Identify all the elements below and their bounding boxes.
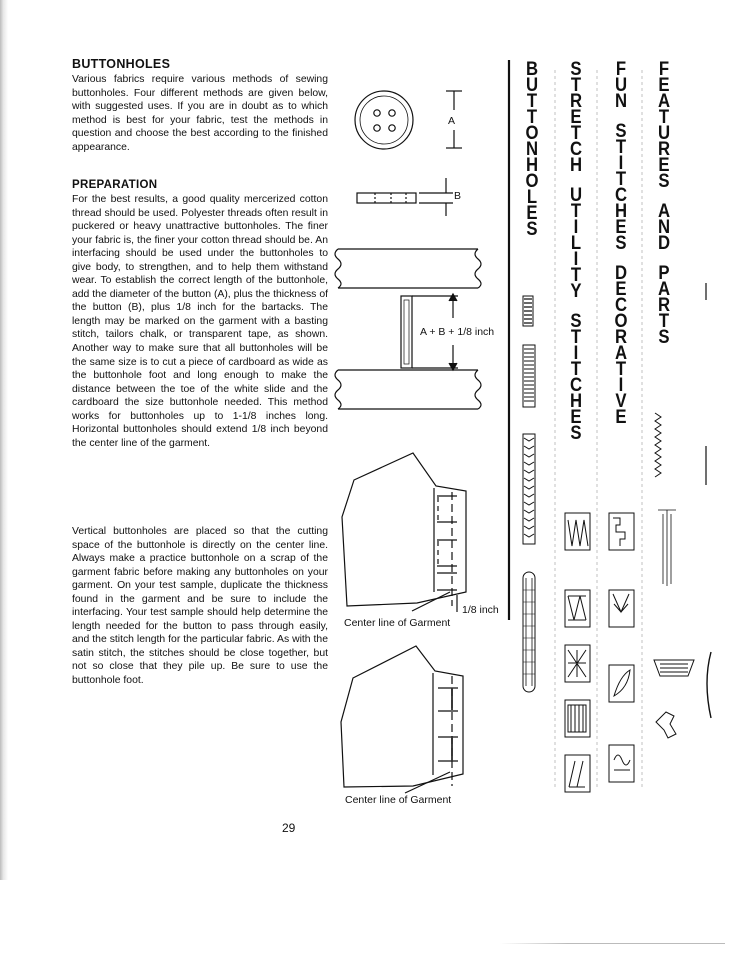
tab-letter: R [657,295,671,316]
preparation-heading: PREPARATION [72,179,158,191]
page-number: 29 [282,821,296,835]
tab-letter: I [573,217,579,238]
tab-letter: N [525,139,539,160]
tab-letter: T [658,311,670,332]
tab-letter: O [525,171,539,192]
tab-word [610,121,632,254]
tab-letter: A [657,279,671,300]
tab-letter: T [526,91,538,112]
tab-letter: E [570,407,582,428]
tab-letter: T [570,327,582,348]
tab-letter: T [658,107,670,128]
tab-letter: L [570,233,582,254]
tab-letter: T [615,169,627,190]
tab-letter: O [525,123,539,144]
tab-letter: I [573,249,579,270]
tab-letter: E [526,203,538,224]
tab-letter: F [658,59,670,80]
tab-letter: C [614,295,628,316]
tab-letter: H [614,201,628,222]
tab-letter: U [525,75,539,96]
tab-letter: C [614,185,628,206]
tab-letter: Y [570,281,582,302]
tab-letter: T [570,201,582,222]
tab-letter: U [657,123,671,144]
tab-buttonholes [521,59,543,240]
intro-paragraph: Various fabrics require various methods of sewing buttonholes. Four different methods are given below, with suggested uses. If you are in doubt as to which method is best for your fabric, test the methods in question and choose the best according to the finished appearance. [72,74,328,153]
tab-letter: S [658,171,670,192]
garment-diagram-2 [341,646,463,793]
vertical-buttonhole-paragraph: Vertical buttonholes are placed so that the cutting space of the buttonhole is directly on the center line. Always make a practice buttonhole on a scrap of the garment fabric before making any buttonholes on your garment. On your test sample, duplicate the thickness found in the garment and be sure to include the interfacing. Your test sample should help determine the length needed for the button to pass through easily, and the stitch length for the particular fabric. As with the satin stitch, the stitches should be close together, but not so close that they pile up. Be sure to use the buttonhole foot. [72,526,328,687]
thickness-label-b: B [454,190,462,202]
feature-samples [654,413,694,738]
tab-letter: S [570,59,582,80]
tab-letter: T [615,359,627,380]
tab-word [610,263,632,428]
tab-letter: S [615,233,627,254]
tab-letter: A [614,343,628,364]
tab-letter: T [526,107,538,128]
tab-letter: N [614,91,628,112]
tab-letter: B [525,59,539,80]
tab-letter: H [569,391,583,412]
tab-letter: I [573,343,579,364]
tab-letter: I [618,153,624,174]
tab-letter: S [658,327,670,348]
tab-features-and-parts [653,59,675,348]
garment-diagram-1 [342,453,466,612]
tab-letter: O [614,311,628,332]
tab-letter: E [570,107,582,128]
tab-letter: C [569,375,583,396]
tab-letter: I [618,375,624,396]
tab-letter: E [615,217,627,238]
tab-letter: R [657,139,671,160]
tab-letter: A [657,91,671,112]
tab-letter: U [569,185,583,206]
tab-letter: H [569,155,583,176]
tab-letter: S [570,311,582,332]
buttonhole-stitch-samples [523,296,535,692]
tab-letter: S [570,423,582,444]
tab-stretch-utility-stitches [565,59,587,444]
diameter-label-a: A [448,115,456,127]
tab-letter: S [526,219,538,240]
center-line-caption-1: Center line of Garment [344,617,451,629]
section-title: BUTTONHOLES [72,57,171,71]
tab-fun-stitches-decorative [610,59,632,428]
tab-letter: T [615,137,627,158]
preparation-paragraph: For the best results, a good quality mercerized cotton thread should be used. Polyester threads often result in puckered or heavy unattractive buttonholes. The finer your fabric is, the finer your cotton thread should be. An interfacing should be used under the buttonholes to give body, to strengthen, and to help them withstand wear. To establish the correct length of the buttonhole, add the diameter of the button (A), plus the thickness of the button (B), plus 1/8 inch for the bartacks. The length may be marked on the garment with a basting stitch, tailors chalk, or transparent tape, as shown. Another way to make sure that all buttonholes will be the same size is to cut a piece of cardboard as wide as the buttonhole foot and long enough to make the distance between the toe of the white slide and the cardboard the size buttonhole needed. This method works for buttonholes up to 1-1/8 inches long. Horizontal buttonholes should extend 1/8 inch beyond the center line of the garment. [72,194,328,449]
tab-letter: A [657,201,671,222]
button-side-diagram [357,178,453,216]
tab-word [653,59,675,192]
tab-letter: S [615,121,627,142]
length-formula-label: A + B + 1/8 inch [420,326,495,338]
tab-letter: U [614,75,628,96]
tab-letter: E [615,407,627,428]
tab-word [565,311,587,444]
tab-letter: D [614,263,628,284]
tab-letter: T [570,123,582,144]
tab-letter: L [526,187,538,208]
tab-word [653,263,675,348]
center-line-caption-2: Center line of Garment [345,794,452,806]
tab-word [521,59,543,240]
tab-letter: R [569,91,583,112]
tab-letter: T [570,75,582,96]
tab-letter: N [657,217,671,238]
tab-letter: E [615,279,627,300]
tab-letter: E [658,75,670,96]
tab-word [565,185,587,302]
extend-eighth-inch-label: 1/8 inch [462,604,499,616]
tab-word [610,59,632,112]
tab-letter: T [570,359,582,380]
tab-letter: F [615,59,627,80]
tab-letter: R [614,327,628,348]
tab-letter: V [615,391,627,412]
tab-word [565,59,587,176]
tab-letter: P [658,263,670,284]
tab-word [653,201,675,254]
stretch-stitch-samples [565,513,590,792]
tab-letter: D [657,233,671,254]
tab-letter: C [569,139,583,160]
tab-letter: E [658,155,670,176]
bottom-rule [500,943,725,944]
tab-letter: T [570,265,582,286]
tab-letter: H [525,155,539,176]
button-front-diagram [355,91,462,149]
decorative-stitch-samples [609,513,634,782]
